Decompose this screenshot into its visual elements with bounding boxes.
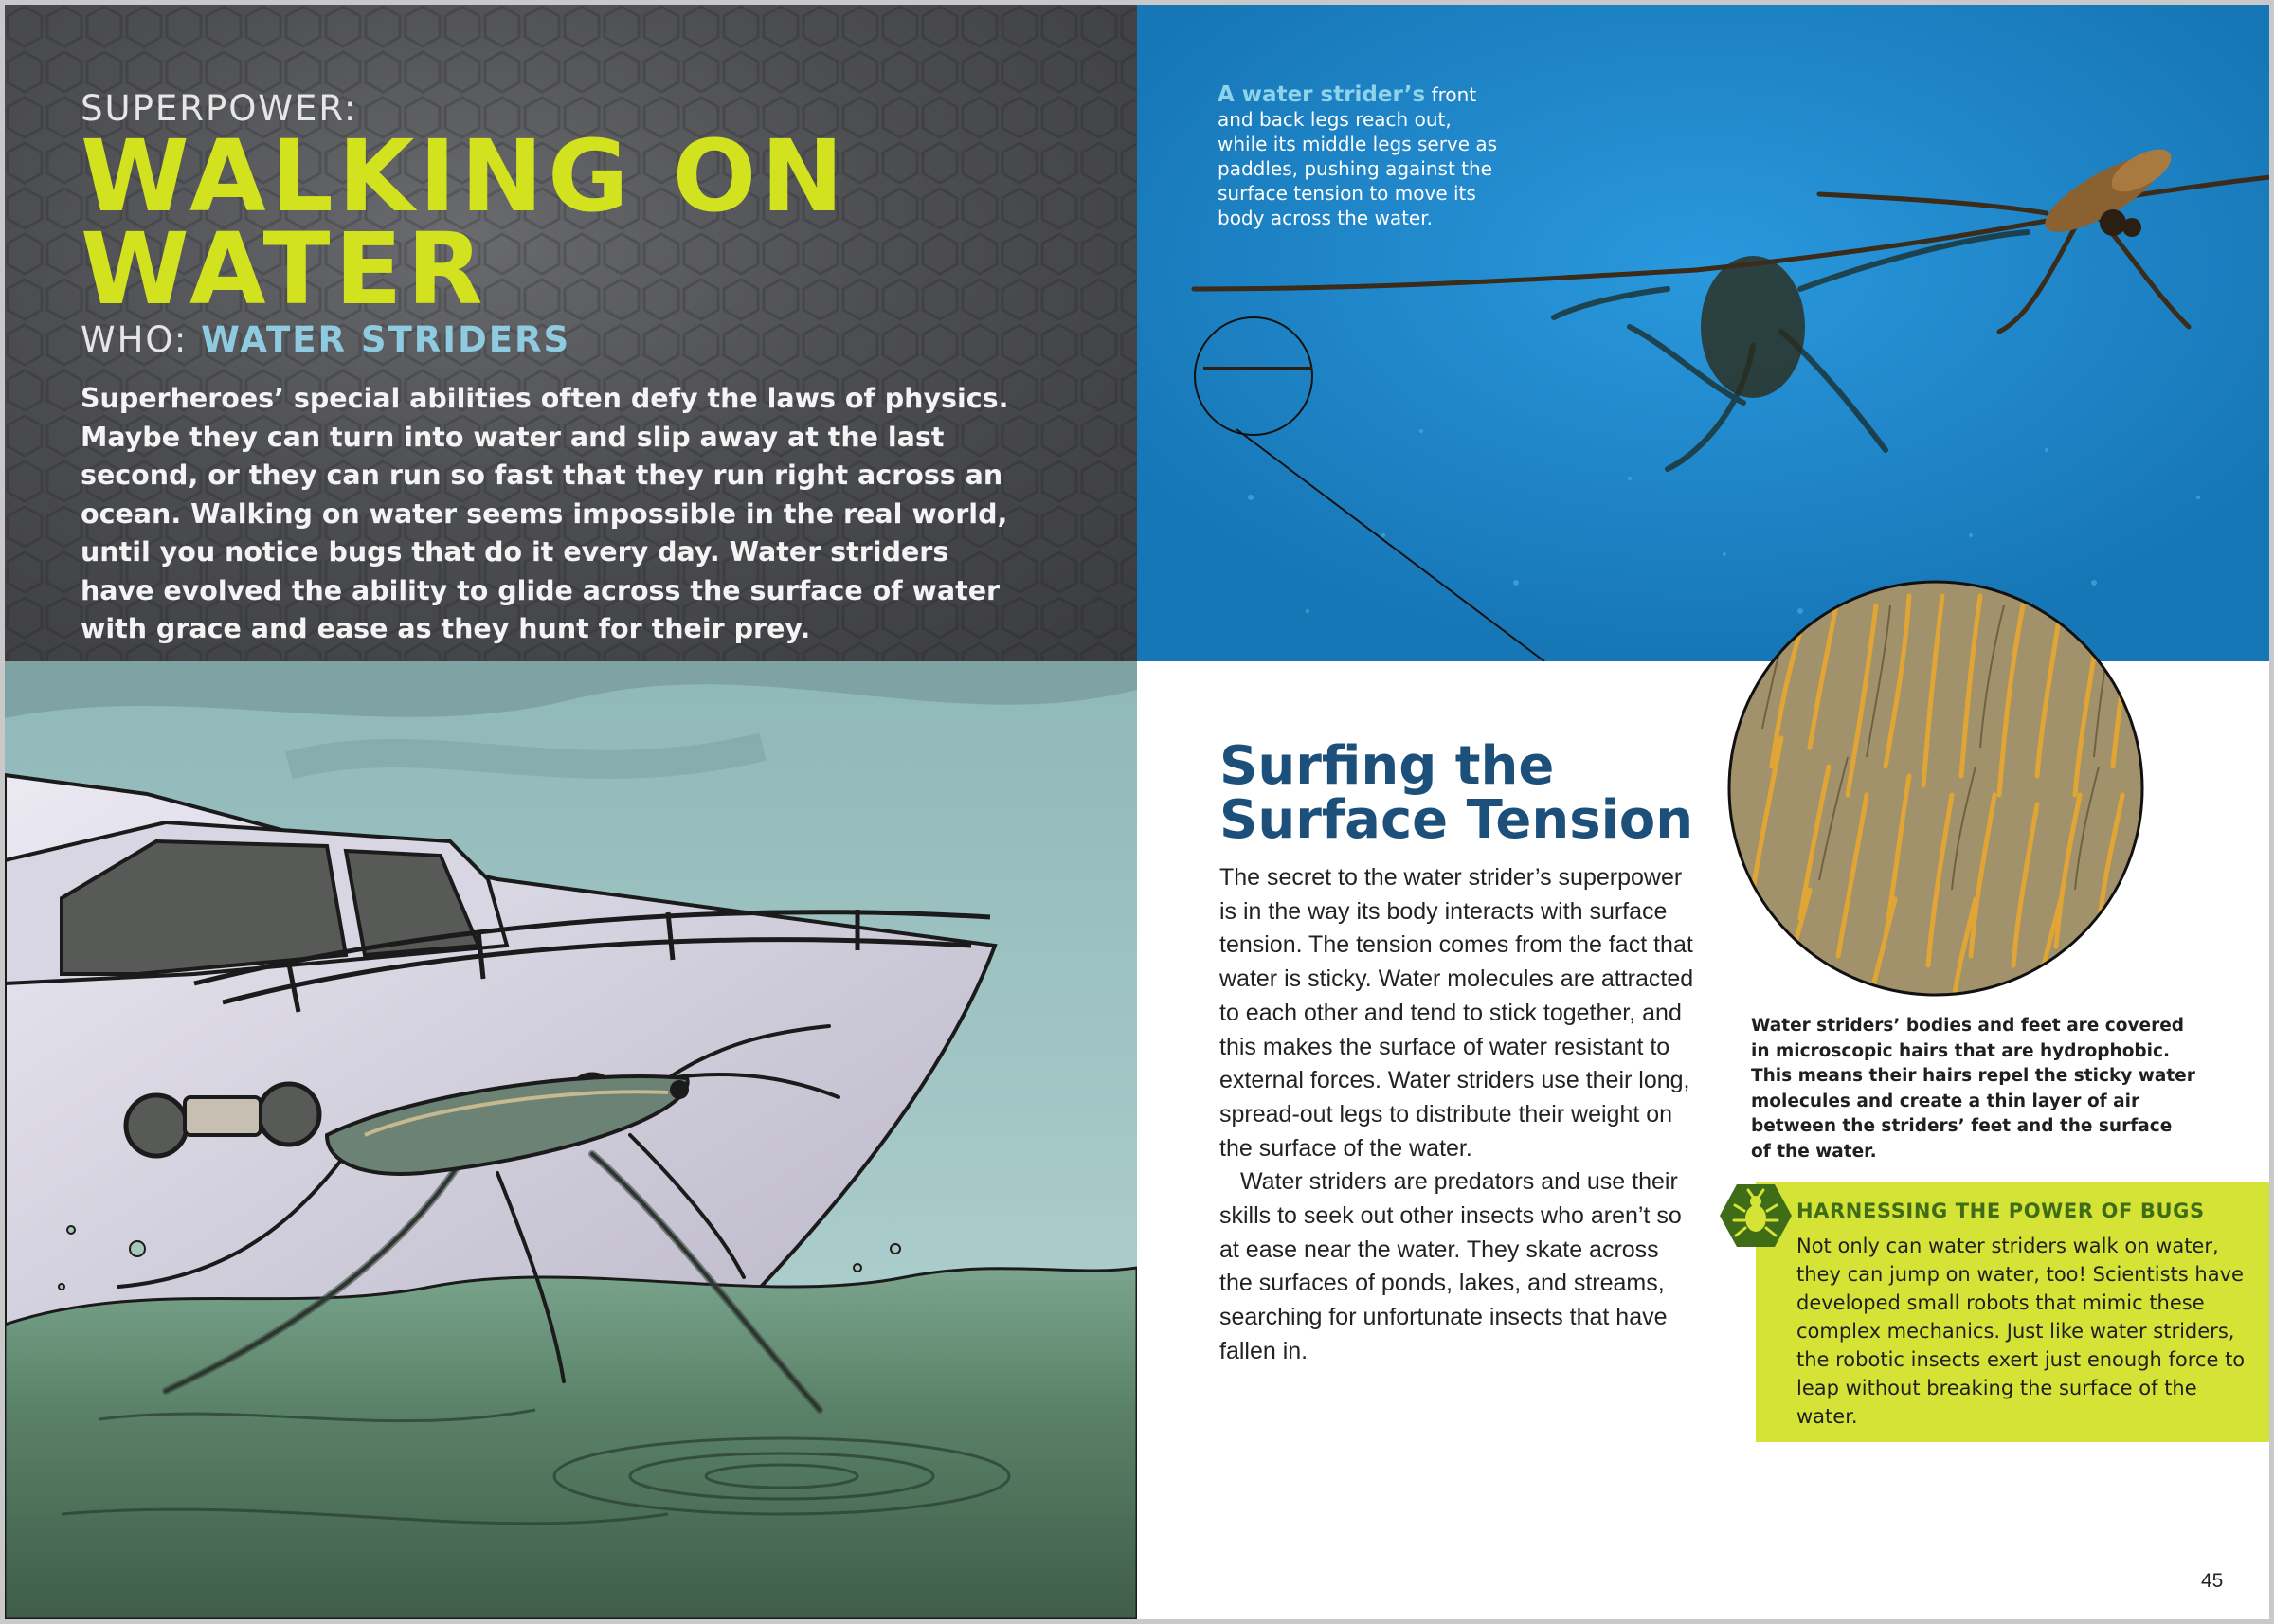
title-line-1: WALKING ON [81,118,849,234]
photo-caption [1218,82,1502,230]
intro-paragraph: Superheroes’ special abilities often defy the laws of physics. Maybe they can turn into water and slip away at the last second, or they can run so fast that they run right across an ocean. Walking on water seems impossible in the real world, until you notice bugs that do it every day. Water striders have evolved the ability to glide across the surface of water with grace and ease as they hunt for their prey. [81,383,1009,644]
section-body [1219,861,1698,1369]
callout-heading: HARNESSING THE POWER OF BUGS [1796,1200,2205,1222]
section-heading [1219,735,1712,851]
body-paragraph-2: Water striders are predators and use their skills to seek out other insects who aren’t so at ease near the water. They skate across the surfaces of ponds, lakes, and streams, searching for unfortunate insects that have fallen in. [1219,1168,1682,1364]
comic-scene [5,661,1137,1619]
caption-body: front and back legs reach out, while its middle legs serve as paddles, pushing against the surface tension to move its body across the water. [1218,83,1498,229]
boat-illustration [5,661,1137,1619]
hero-panel [5,5,1137,661]
bug-hexagon-icon [1718,1182,1794,1249]
section-heading-line-2: Surface Tension [1219,789,1694,851]
page-number: 45 [2201,1570,2224,1592]
microscopic-hairs-circle [1724,577,2160,1013]
who-name: WATER STRIDERS [201,319,571,360]
who-label: WHO: [81,319,189,360]
caption-lead: A water strider’s [1218,82,1426,107]
book-spread [5,5,2269,1619]
section-heading-line-1: Surfing the [1219,735,1555,797]
water-strider-photo [1137,5,2269,661]
bug-power-callout [1756,1182,2269,1442]
title-line-2: WATER [81,211,488,327]
page-title [81,118,933,327]
who-line [81,319,570,360]
body-paragraph-1: The secret to the water strider’s superpower is in the way its body interacts with surface tension. The tension comes from the fact that water is sticky. Water molecules are attracted to each other and tend to stick together, and this makes the surface of water resistant to external forces. Water striders use their long, spread-out legs to distribute their weight on the surface of the water. [1219,864,1694,1162]
microscope-caption: Water striders’ bodies and feet are covered in microscopic hairs that are hydrophobic. This means their hairs repel the sticky water molecules and create a thin layer of air between the striders’ feet and the surface of the water. [1751,1016,2195,1162]
callout-text: Not only can water striders walk on water, they can jump on water, too! Scientists have developed small robots that mimic these complex mechanics. Just like water striders, the robotic insects exert just enough force to leap without breaking the surface of the water. [1796,1235,2246,1428]
superpower-label: SUPERPOWER: [81,88,358,129]
